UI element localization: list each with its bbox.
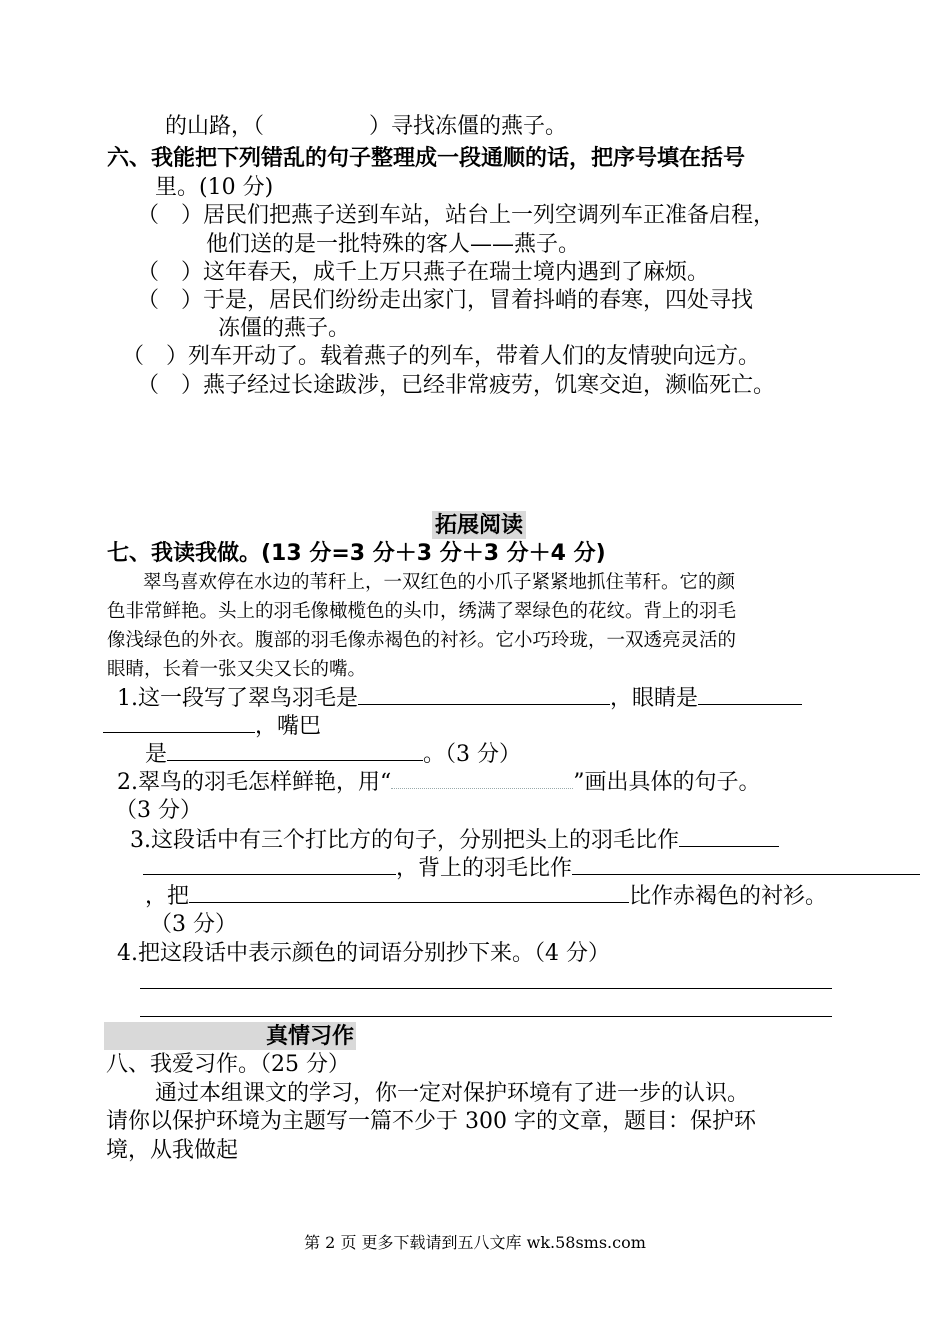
answer-line[interactable] (140, 988, 832, 989)
q8-title: 八、我爱习作。（25 分） (106, 1052, 350, 1077)
answer-line[interactable] (140, 1016, 832, 1017)
q8-line2: 请你以保护环境为主题写一篇不少于 300 字的文章，题目：保护环 (106, 1109, 756, 1134)
q7-sub4: 4.把这段话中表示颜色的词语分别抄下来。（4 分） (117, 941, 610, 966)
q7-sub3-cont: ，背上的羽毛比作 (143, 854, 920, 883)
q7-sub2-score: （3 分） (115, 798, 202, 823)
q7-sub1: 1.这一段写了翠鸟羽毛是 ，眼睛是 (117, 684, 802, 713)
q6-item-2: （ ）这年春天，成千上万只燕子在瑞士境内遇到了麻烦。 (137, 260, 710, 285)
answer-blank[interactable] (679, 826, 779, 847)
q7-sub3-cont2: ，把 比作赤褐色的衬衫。 (145, 884, 828, 909)
wavy-line-mark (391, 770, 573, 789)
q6-title-line1: 六、我能把下列错乱的句子整理成一段通顺的话，把序号填在括号 (107, 146, 746, 171)
q7-sub3-score: （3 分） (150, 912, 237, 937)
q7-sub1-cont2: 是 。（3 分） (145, 742, 522, 767)
q6-item-5: （ ）燕子经过长途跋涉，已经非常疲劳，饥寒交迫，濒临死亡。 (137, 373, 776, 398)
answer-blank[interactable] (167, 740, 423, 761)
q7-sub2: 2.翠鸟的羽毛怎样鲜艳，用“ ”画出具体的句子。 (117, 770, 761, 795)
q7-title: 七、我读我做。(13 分=3 分＋3 分＋3 分＋4 分) (107, 541, 606, 566)
section-heading-reading: 拓展阅读 (432, 511, 526, 539)
answer-blank[interactable] (572, 854, 920, 875)
q7-sub1-cont: ，嘴巴 (103, 712, 321, 741)
answer-blank[interactable] (143, 854, 396, 875)
answer-blank[interactable] (189, 882, 629, 903)
q7-sub3: 3.这段话中有三个打比方的句子，分别把头上的羽毛比作 (130, 826, 779, 855)
q7-passage-line4: 眼睛，长着一张又尖又长的嘴。 (107, 659, 367, 680)
answer-blank[interactable] (698, 684, 802, 705)
page-footer: 第 2 页 更多下载请到五八文库 wk.58sms.com (304, 1233, 646, 1252)
q6-title-line2: 里。(10 分) (155, 175, 274, 200)
q6-item-1-cont: 他们送的是一批特殊的客人——燕子。 (206, 232, 581, 257)
q8-line3: 境，从我做起 (106, 1138, 239, 1163)
q6-item-1: （ ）居民们把燕子送到车站，站台上一列空调列车正准备启程， (137, 203, 776, 228)
q8-line1: 通过本组课文的学习，你一定对保护环境有了进一步的认识。 (155, 1081, 750, 1106)
answer-blank[interactable] (103, 712, 255, 733)
section-heading-writing: 真情习作 (104, 1022, 356, 1050)
q6-item-3-cont: 冻僵的燕子。 (218, 316, 351, 341)
q6-item-4: （ ）列车开动了。载着燕子的列车，带着人们的友情驶向远方。 (122, 344, 761, 369)
q6-item-3: （ ）于是，居民们纷纷走出家门，冒着抖峭的春寒，四处寻找 (137, 288, 754, 313)
question-continuation: 的山路，（ ）寻找冻僵的燕子。 (165, 114, 568, 139)
q7-passage-line1: 翠鸟喜欢停在水边的苇秆上，一双红色的小爪子紧紧地抓住苇秆。它的颜 (143, 572, 736, 593)
q7-passage-line2: 色非常鲜艳。头上的羽毛像橄榄色的头巾，绣满了翠绿色的花纹。背上的羽毛 (107, 601, 737, 622)
q7-passage-line3: 像浅绿色的外衣。腹部的羽毛像赤褐色的衬衫。它小巧玲珑，一双透亮灵活的 (107, 630, 737, 651)
answer-blank[interactable] (358, 684, 610, 705)
